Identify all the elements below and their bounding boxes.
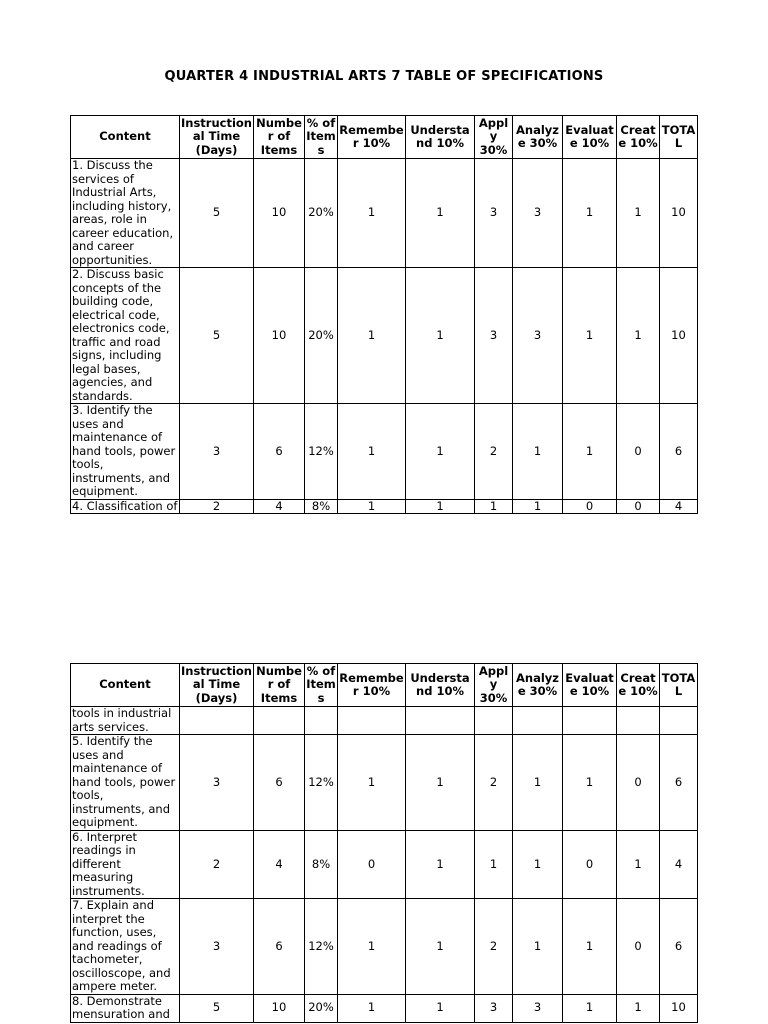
- specification-table-page-1: [70, 115, 698, 514]
- table-row: [71, 735, 698, 831]
- analyze-cell: [513, 707, 563, 735]
- total-cell: 10: [660, 994, 698, 1022]
- analyze-cell: 1: [513, 830, 563, 899]
- apply-cell: 2: [475, 735, 513, 831]
- remember-cell: 1: [338, 404, 406, 500]
- header-create: Creat e 10%: [617, 116, 660, 159]
- understand-cell: 1: [406, 268, 475, 404]
- create-cell: 1: [617, 994, 660, 1022]
- table-header-row: [71, 116, 698, 159]
- remember-cell: [338, 707, 406, 735]
- remember-cell: 1: [338, 268, 406, 404]
- table-row: [71, 404, 698, 500]
- percent-of-items-cell: 8%: [305, 499, 338, 513]
- header-remember: Remembe r 10%: [338, 116, 406, 159]
- create-cell: 0: [617, 899, 660, 995]
- apply-cell: 1: [475, 499, 513, 513]
- evaluate-cell: 1: [563, 994, 617, 1022]
- evaluate-cell: 1: [563, 268, 617, 404]
- instructional-time-cell: 5: [180, 268, 254, 404]
- table-body-page-2: [71, 707, 698, 1023]
- header-understand: Understa nd 10%: [406, 116, 475, 159]
- apply-cell: 3: [475, 994, 513, 1022]
- apply-cell: 1: [475, 830, 513, 899]
- number-of-items-cell: 6: [254, 735, 305, 831]
- header-content: Content: [71, 664, 180, 707]
- percent-of-items-cell: 12%: [305, 735, 338, 831]
- analyze-cell: 3: [513, 994, 563, 1022]
- percent-of-items-cell: 20%: [305, 994, 338, 1022]
- header-evaluate: Evaluat e 10%: [563, 664, 617, 707]
- header-analyze: Analyz e 30%: [513, 664, 563, 707]
- create-cell: 1: [617, 159, 660, 268]
- content-cell: 6. Interpret readings in different measuring instruments.: [71, 830, 180, 899]
- understand-cell: 1: [406, 735, 475, 831]
- create-cell: 0: [617, 404, 660, 500]
- number-of-items-cell: 10: [254, 159, 305, 268]
- apply-cell: 2: [475, 899, 513, 995]
- create-cell: 0: [617, 735, 660, 831]
- table-row: [71, 159, 698, 268]
- content-cell: 8. Demonstrate mensuration and: [71, 994, 180, 1022]
- evaluate-cell: 1: [563, 404, 617, 500]
- understand-cell: [406, 707, 475, 735]
- create-cell: 1: [617, 830, 660, 899]
- header-remember: Remembe r 10%: [338, 664, 406, 707]
- number-of-items-cell: 4: [254, 830, 305, 899]
- content-cell: 5. Identify the uses and maintenance of hand tools, power tools, instruments, and equipment.: [71, 735, 180, 831]
- specification-table-page-2: [70, 663, 698, 1023]
- header-understand: Understa nd 10%: [406, 664, 475, 707]
- apply-cell: 3: [475, 268, 513, 404]
- table-row: [71, 899, 698, 995]
- number-of-items-cell: 6: [254, 404, 305, 500]
- table-row: [71, 830, 698, 899]
- remember-cell: 0: [338, 830, 406, 899]
- table-row: [71, 268, 698, 404]
- number-of-items-cell: 10: [254, 268, 305, 404]
- header-percent-of-items: % of Item s: [306, 663, 336, 705]
- evaluate-cell: 0: [563, 830, 617, 899]
- evaluate-cell: 1: [563, 159, 617, 268]
- total-cell: [660, 707, 698, 735]
- remember-cell: 1: [338, 735, 406, 831]
- percent-of-items-cell: 12%: [305, 899, 338, 995]
- header-instructional-time: Instruction al Time (Days): [180, 115, 252, 157]
- apply-cell: 2: [475, 404, 513, 500]
- percent-of-items-cell: 8%: [305, 830, 338, 899]
- remember-cell: 1: [338, 899, 406, 995]
- total-cell: 6: [660, 735, 698, 831]
- understand-cell: 1: [406, 830, 475, 899]
- number-of-items-cell: [254, 707, 305, 735]
- header-apply: Appl y 30%: [475, 116, 513, 159]
- content-cell: 7. Explain and interpret the function, uses, and readings of tachometer, oscilloscope, and ampere meter.: [71, 899, 180, 995]
- table-body-page-1: [71, 159, 698, 514]
- header-instructional-time: Instruction al Time (Days): [180, 663, 252, 705]
- analyze-cell: 1: [513, 404, 563, 500]
- evaluate-cell: 1: [563, 899, 617, 995]
- table-row: [71, 707, 698, 735]
- total-cell: 4: [660, 499, 698, 513]
- create-cell: 0: [617, 499, 660, 513]
- content-cell: tools in industrial arts services.: [71, 707, 180, 735]
- table-row: [71, 994, 698, 1022]
- understand-cell: 1: [406, 994, 475, 1022]
- content-cell: 3. Identify the uses and maintenance of hand tools, power tools, instruments, and equipment.: [71, 404, 180, 500]
- instructional-time-cell: 3: [180, 404, 254, 500]
- analyze-cell: 3: [513, 268, 563, 404]
- total-cell: 10: [660, 159, 698, 268]
- create-cell: 1: [617, 268, 660, 404]
- analyze-cell: 1: [513, 735, 563, 831]
- number-of-items-cell: 4: [254, 499, 305, 513]
- header-number-of-items: Numbe r of Items: [254, 116, 305, 159]
- total-cell: 6: [660, 404, 698, 500]
- header-create: Creat e 10%: [617, 664, 660, 707]
- table-row: [71, 499, 698, 513]
- number-of-items-cell: 10: [254, 994, 305, 1022]
- apply-cell: 3: [475, 159, 513, 268]
- understand-cell: 1: [406, 404, 475, 500]
- document-title: QUARTER 4 INDUSTRIAL ARTS 7 TABLE OF SPECIFICATIONS: [164, 69, 604, 84]
- analyze-cell: 1: [513, 499, 563, 513]
- percent-of-items-cell: 20%: [305, 159, 338, 268]
- remember-cell: 1: [338, 994, 406, 1022]
- percent-of-items-cell: 12%: [305, 404, 338, 500]
- header-apply: Appl y 30%: [475, 664, 513, 707]
- percent-of-items-cell: 20%: [305, 268, 338, 404]
- total-cell: 10: [660, 268, 698, 404]
- header-number-of-items: Numbe r of Items: [254, 664, 305, 707]
- instructional-time-cell: 3: [180, 735, 254, 831]
- instructional-time-cell: 2: [180, 499, 254, 513]
- evaluate-cell: 0: [563, 499, 617, 513]
- evaluate-cell: 1: [563, 735, 617, 831]
- remember-cell: 1: [338, 499, 406, 513]
- evaluate-cell: [563, 707, 617, 735]
- header-evaluate: Evaluat e 10%: [563, 116, 617, 159]
- understand-cell: 1: [406, 899, 475, 995]
- total-cell: 4: [660, 830, 698, 899]
- remember-cell: 1: [338, 159, 406, 268]
- analyze-cell: 3: [513, 159, 563, 268]
- understand-cell: 1: [406, 499, 475, 513]
- number-of-items-cell: 6: [254, 899, 305, 995]
- header-total: TOTA L: [660, 664, 698, 707]
- instructional-time-cell: 5: [180, 159, 254, 268]
- header-percent-of-items: % of Item s: [306, 115, 336, 157]
- instructional-time-cell: 3: [180, 899, 254, 995]
- table-header-row: [71, 664, 698, 707]
- instructional-time-cell: [180, 707, 254, 735]
- header-total: TOTA L: [660, 116, 698, 159]
- percent-of-items-cell: [305, 707, 338, 735]
- header-content: Content: [71, 116, 180, 159]
- understand-cell: 1: [406, 159, 475, 268]
- analyze-cell: 1: [513, 899, 563, 995]
- apply-cell: [475, 707, 513, 735]
- content-cell: 2. Discuss basic concepts of the building code, electrical code, electronics code, traffic and road signs, including legal bases, agencies, and standards.: [71, 268, 180, 404]
- header-analyze: Analyz e 30%: [513, 116, 563, 159]
- total-cell: 6: [660, 899, 698, 995]
- content-cell: 1. Discuss the services of Industrial Arts, including history, areas, role in career education, and career opportunities.: [71, 159, 180, 268]
- create-cell: [617, 707, 660, 735]
- content-cell: 4. Classification of: [71, 499, 180, 513]
- instructional-time-cell: 2: [180, 830, 254, 899]
- instructional-time-cell: 5: [180, 994, 254, 1022]
